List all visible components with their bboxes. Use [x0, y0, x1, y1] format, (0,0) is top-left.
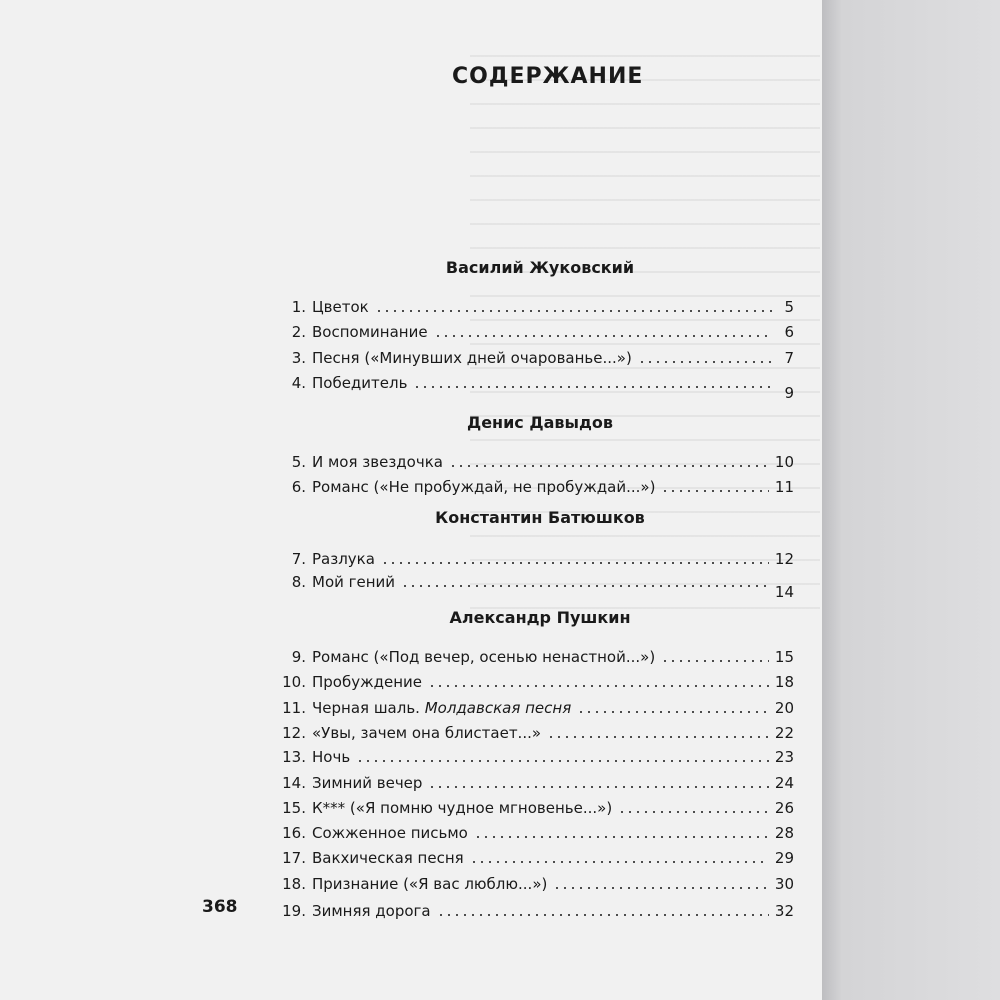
entry-title: Романс («Не пробуждай, не пробуждай...»): [312, 478, 656, 496]
entry-number: 9.: [291, 648, 306, 666]
dot-leader: [638, 361, 772, 363]
entry-number: 7.: [291, 550, 306, 568]
entry-number: 4.: [291, 374, 306, 392]
toc-entry: [264, 544, 794, 568]
entry-title: «Увы, зачем она блистает...»: [312, 724, 542, 742]
dot-leader: [474, 836, 769, 838]
toc-entry: [264, 447, 794, 471]
entry-page: 7: [784, 349, 794, 367]
entry-title: Вакхическая песня: [312, 849, 464, 867]
entry-number: 15.: [282, 799, 306, 817]
toc-entry: [264, 317, 794, 341]
entry-number: 19.: [282, 902, 306, 920]
entry-number: 17.: [282, 849, 306, 867]
entry-title: Воспоминание: [312, 323, 428, 341]
dot-leader: [470, 861, 769, 863]
entry-title: И моя звездочка: [312, 453, 443, 471]
dot-leader: [434, 335, 772, 337]
dot-leader: [381, 562, 769, 564]
section-author: Константин Батюшков: [435, 508, 645, 527]
toc-entry: [264, 818, 794, 842]
dot-leader: [413, 386, 772, 388]
entry-number: 13.: [282, 748, 306, 766]
toc-entry: [264, 718, 794, 742]
dot-leader: [375, 310, 772, 312]
entry-title: Признание («Я вас люблю...»): [312, 875, 548, 893]
entry-page: 14: [774, 583, 794, 601]
entry-page: 22: [774, 724, 794, 742]
page-number: 368: [202, 897, 238, 917]
entry-page: 20: [774, 699, 794, 717]
dot-leader: [428, 786, 768, 788]
entry-number: 10.: [282, 673, 306, 691]
entry-page: 10: [774, 453, 794, 471]
entry-title: [312, 699, 571, 717]
entry-title: Цветок: [312, 298, 369, 316]
toc-entry: [264, 869, 794, 893]
entry-number: 18.: [282, 875, 306, 893]
toc-entry: [264, 292, 794, 316]
entry-title: Победитель: [312, 374, 408, 392]
entry-title: Ночь: [312, 748, 351, 766]
entry-page: 32: [774, 902, 794, 920]
entry-number: 8.: [291, 573, 306, 591]
entry-number: 16.: [282, 824, 306, 842]
toc-entry: [264, 667, 794, 691]
entry-title: Песня («Минувших дней очарованье...»): [312, 349, 632, 367]
dot-leader: [661, 660, 769, 662]
entry-page: 18: [774, 673, 794, 691]
entry-page: 26: [774, 799, 794, 817]
dot-leader: [428, 685, 769, 687]
entry-page: 15: [774, 648, 794, 666]
entry-page: 28: [774, 824, 794, 842]
entry-page: 9: [784, 384, 794, 402]
section-author: Денис Давыдов: [466, 413, 614, 432]
entry-number: 5.: [291, 453, 306, 471]
entry-number: 1.: [291, 298, 306, 316]
entry-number: 12.: [282, 724, 306, 742]
entry-number: 2.: [291, 323, 306, 341]
toc-entry: [264, 472, 794, 496]
dot-leader: [449, 465, 769, 467]
toc-entry: [264, 693, 794, 717]
toc-entry: [264, 843, 794, 867]
entry-page: 29: [774, 849, 794, 867]
entry-title-main: Черная шаль.: [312, 699, 420, 717]
page-gutter-shadow: [822, 0, 1000, 1000]
dot-leader: [437, 914, 769, 916]
dot-leader: [661, 490, 768, 492]
entry-subtitle: Молдавская песня: [424, 699, 572, 717]
dot-leader: [356, 760, 769, 762]
toc-entry: [264, 642, 794, 666]
entry-page: 5: [784, 298, 794, 316]
entry-number: 14.: [282, 774, 306, 792]
entry-number: 6.: [291, 478, 306, 496]
dot-leader: [547, 736, 769, 738]
entry-number: 11.: [282, 699, 306, 717]
entry-page: 12: [774, 550, 794, 568]
entry-title: Романс («Под вечер, осенью ненастной...»): [312, 648, 656, 666]
toc-entry: [264, 896, 794, 920]
section-author: Василий Жуковский: [445, 258, 635, 277]
entry-page: 23: [774, 748, 794, 766]
toc-entry: [264, 343, 794, 367]
dot-leader: [553, 887, 769, 889]
entry-title: Зимний вечер: [312, 774, 423, 792]
entry-title: Разлука: [312, 550, 375, 568]
entry-title: Мой гений: [312, 573, 396, 591]
section-author: Александр Пушкин: [449, 608, 631, 627]
toc-entry: [264, 793, 794, 817]
dot-leader: [618, 811, 769, 813]
dot-leader: [401, 585, 769, 587]
toc-entry: [264, 368, 794, 402]
entry-title: Зимняя дорога: [312, 902, 431, 920]
entry-page: 30: [774, 875, 794, 893]
entry-page: 24: [774, 774, 794, 792]
entry-title: К*** («Я помню чудное мгновенье...»): [312, 799, 613, 817]
toc-entry: [264, 742, 794, 766]
toc-entry: [264, 567, 794, 601]
entry-title: Пробуждение: [312, 673, 423, 691]
entry-page: 6: [784, 323, 794, 341]
entry-number: 3.: [291, 349, 306, 367]
entry-title: Сожженное письмо: [312, 824, 468, 842]
page-title: СОДЕРЖАНИЕ: [452, 64, 644, 89]
dot-leader: [577, 711, 769, 713]
toc-entry: [264, 768, 794, 792]
entry-page: 11: [774, 478, 794, 496]
